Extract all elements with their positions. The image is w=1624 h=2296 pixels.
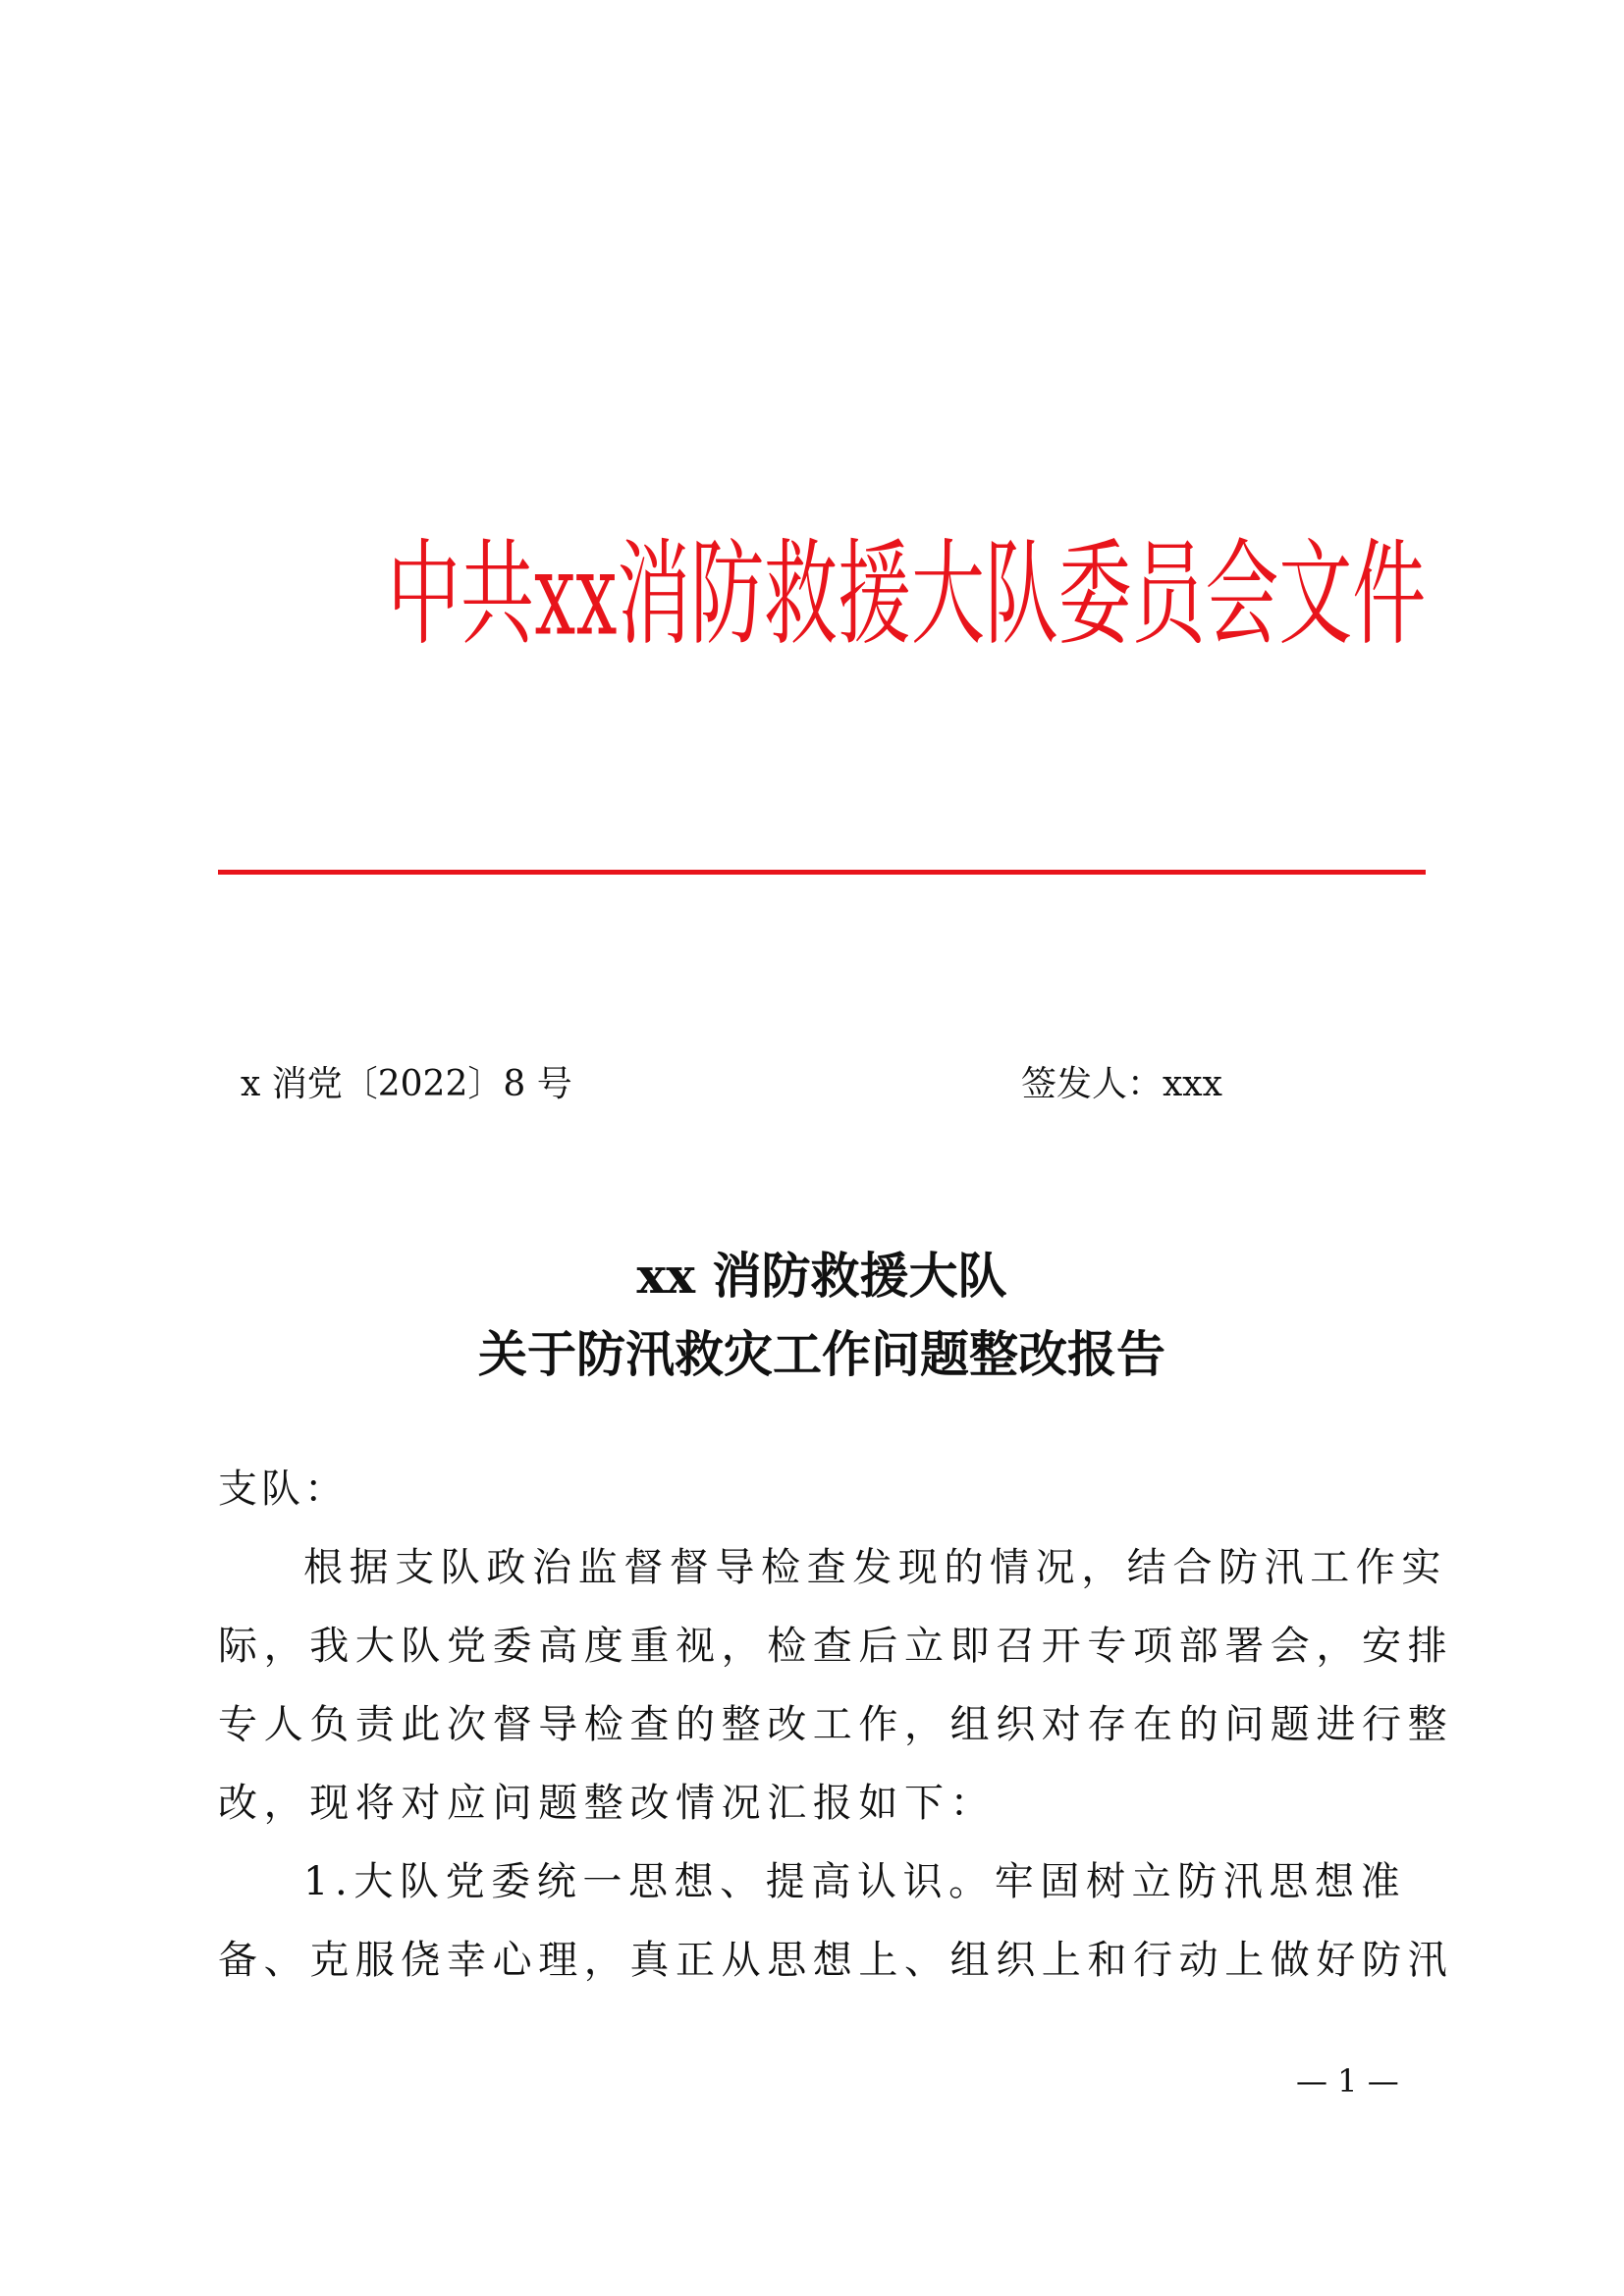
report-title-line-1: xx 消防救援大队 <box>636 1247 1007 1305</box>
paragraph-line: 际，我大队党委高度重视，检查后立即召开专项部署会，安排 <box>218 1624 1454 1669</box>
salutation: 支队： <box>218 1467 348 1512</box>
document-header-title: 中共xx消防救援大队委员会文件 <box>387 526 1427 662</box>
issuer-signature: 签发人：xxx <box>1021 1064 1222 1104</box>
header-red-rule <box>218 870 1426 875</box>
report-title-line-2: 关于防汛救灾工作问题整改报告 <box>478 1325 1165 1383</box>
paragraph-line: 专人负责此次督导检查的整改工作，组织对存在的问题进行整 <box>218 1702 1454 1747</box>
paragraph-line: 1.大队党委统一思想、提高认识。牢固树立防汛思想准 <box>303 1859 1407 1904</box>
document-number: x 消党〔2022〕8 号 <box>241 1064 572 1104</box>
page-number: — 1 — <box>1296 2062 1399 2100</box>
paragraph-line: 备、克服侥幸心理，真正从思想上、组织上和行动上做好防汛 <box>218 1938 1454 1983</box>
paragraph-line: 改，现将对应问题整改情况汇报如下： <box>218 1781 997 1826</box>
paragraph-line: 根据支队政治监督督导检查发现的情况，结合防汛工作实 <box>303 1545 1447 1590</box>
